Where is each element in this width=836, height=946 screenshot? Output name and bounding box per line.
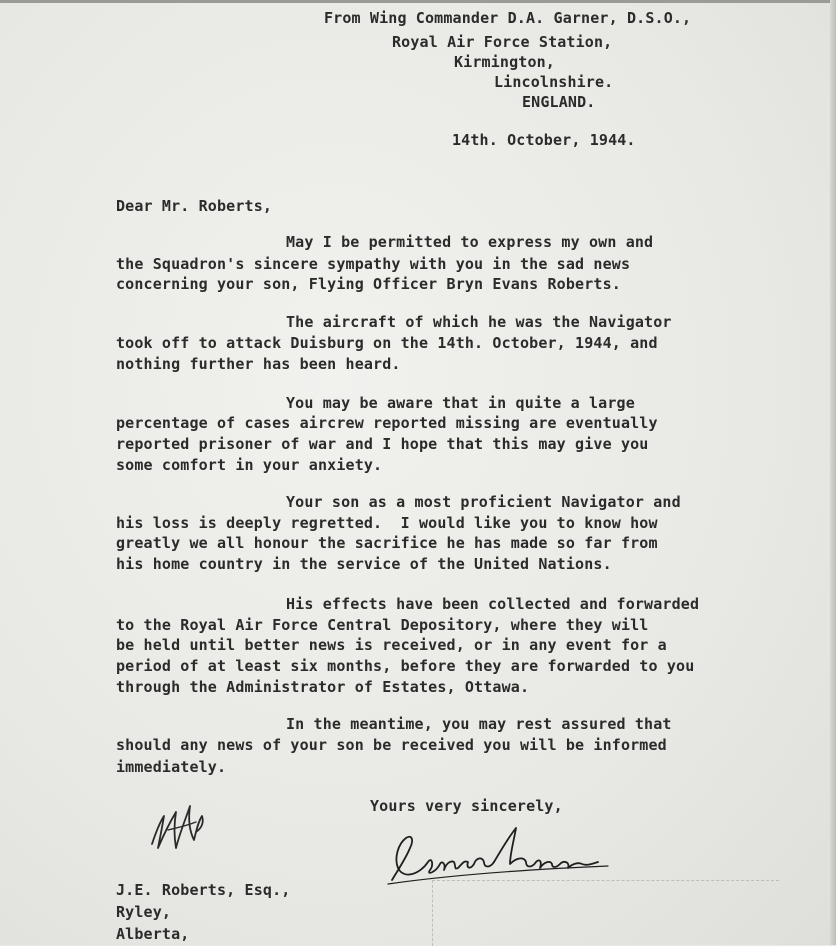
para-5-line-5: through the Administrator of Estates, Ottawa. [116,678,530,696]
para-5-line-4: period of at least six months, before they are forwarded to you [116,657,695,675]
sender-line-4: Lincolnshire. [494,73,614,91]
sender-line-3: Kirmington, [454,53,555,71]
recipient-province: Alberta, [116,925,190,943]
right-page-edge [830,0,836,945]
para-1-line-3: concerning your son, Flying Officer Bryn Evans Roberts. [116,275,621,293]
para-5-line-3: be held until better news is received, or in any event for a [116,636,667,654]
sender-line-2: Royal Air Force Station, [392,33,613,51]
para-1-line-2: the Squadron's sincere sympathy with you in the sad news [116,255,631,273]
para-3-line-3: reported prisoner of war and I hope that this may give you [116,435,649,453]
recipient-name: J.E. Roberts, Esq., [116,881,291,899]
para-6-line-2: should any news of your son be received you will be informed [116,736,667,754]
para-3-line-1: You may be aware that in quite a large [286,394,635,412]
para-4-line-4: his home country in the service of the United Nations. [116,555,612,573]
sender-line-1: From Wing Commander D.A. Garner, D.S.O., [324,9,692,27]
para-4-line-2: his loss is deeply regretted. I would like you to know how [116,514,658,532]
para-2-line-3: nothing further has been heard. [116,355,401,373]
para-2-line-1: The aircraft of which he was the Navigator [286,313,672,331]
para-6-line-3: immediately. [116,758,227,776]
para-4-line-1: Your son as a most proficient Navigator and [286,493,681,511]
top-edge [0,0,836,3]
closing: Yours very sincerely, [370,797,563,815]
para-3-line-2: percentage of cases aircrew reported missing are eventually [116,414,658,432]
salutation: Dear Mr. Roberts, [116,197,273,215]
para-4-line-3: greatly we all honour the sacrifice he has made so far from [116,534,658,552]
letter-date: 14th. October, 1944. [452,131,636,149]
para-2-line-2: took off to attack Duisburg on the 14th. October, 1944, and [116,334,658,352]
handwritten-initials [146,792,216,862]
sender-line-5: ENGLAND. [522,93,596,111]
para-5-line-1: His effects have been collected and forwarded [286,595,700,613]
para-3-line-4: some comfort in your anxiety. [116,456,383,474]
para-1-line-1: May I be permitted to express my own and [286,233,654,251]
para-6-line-1: In the meantime, you may rest assured that [286,715,672,733]
recipient-town: Ryley, [116,903,172,921]
para-5-line-2: to the Royal Air Force Central Depository, where they will [116,616,649,634]
faded-stamp [432,880,779,946]
